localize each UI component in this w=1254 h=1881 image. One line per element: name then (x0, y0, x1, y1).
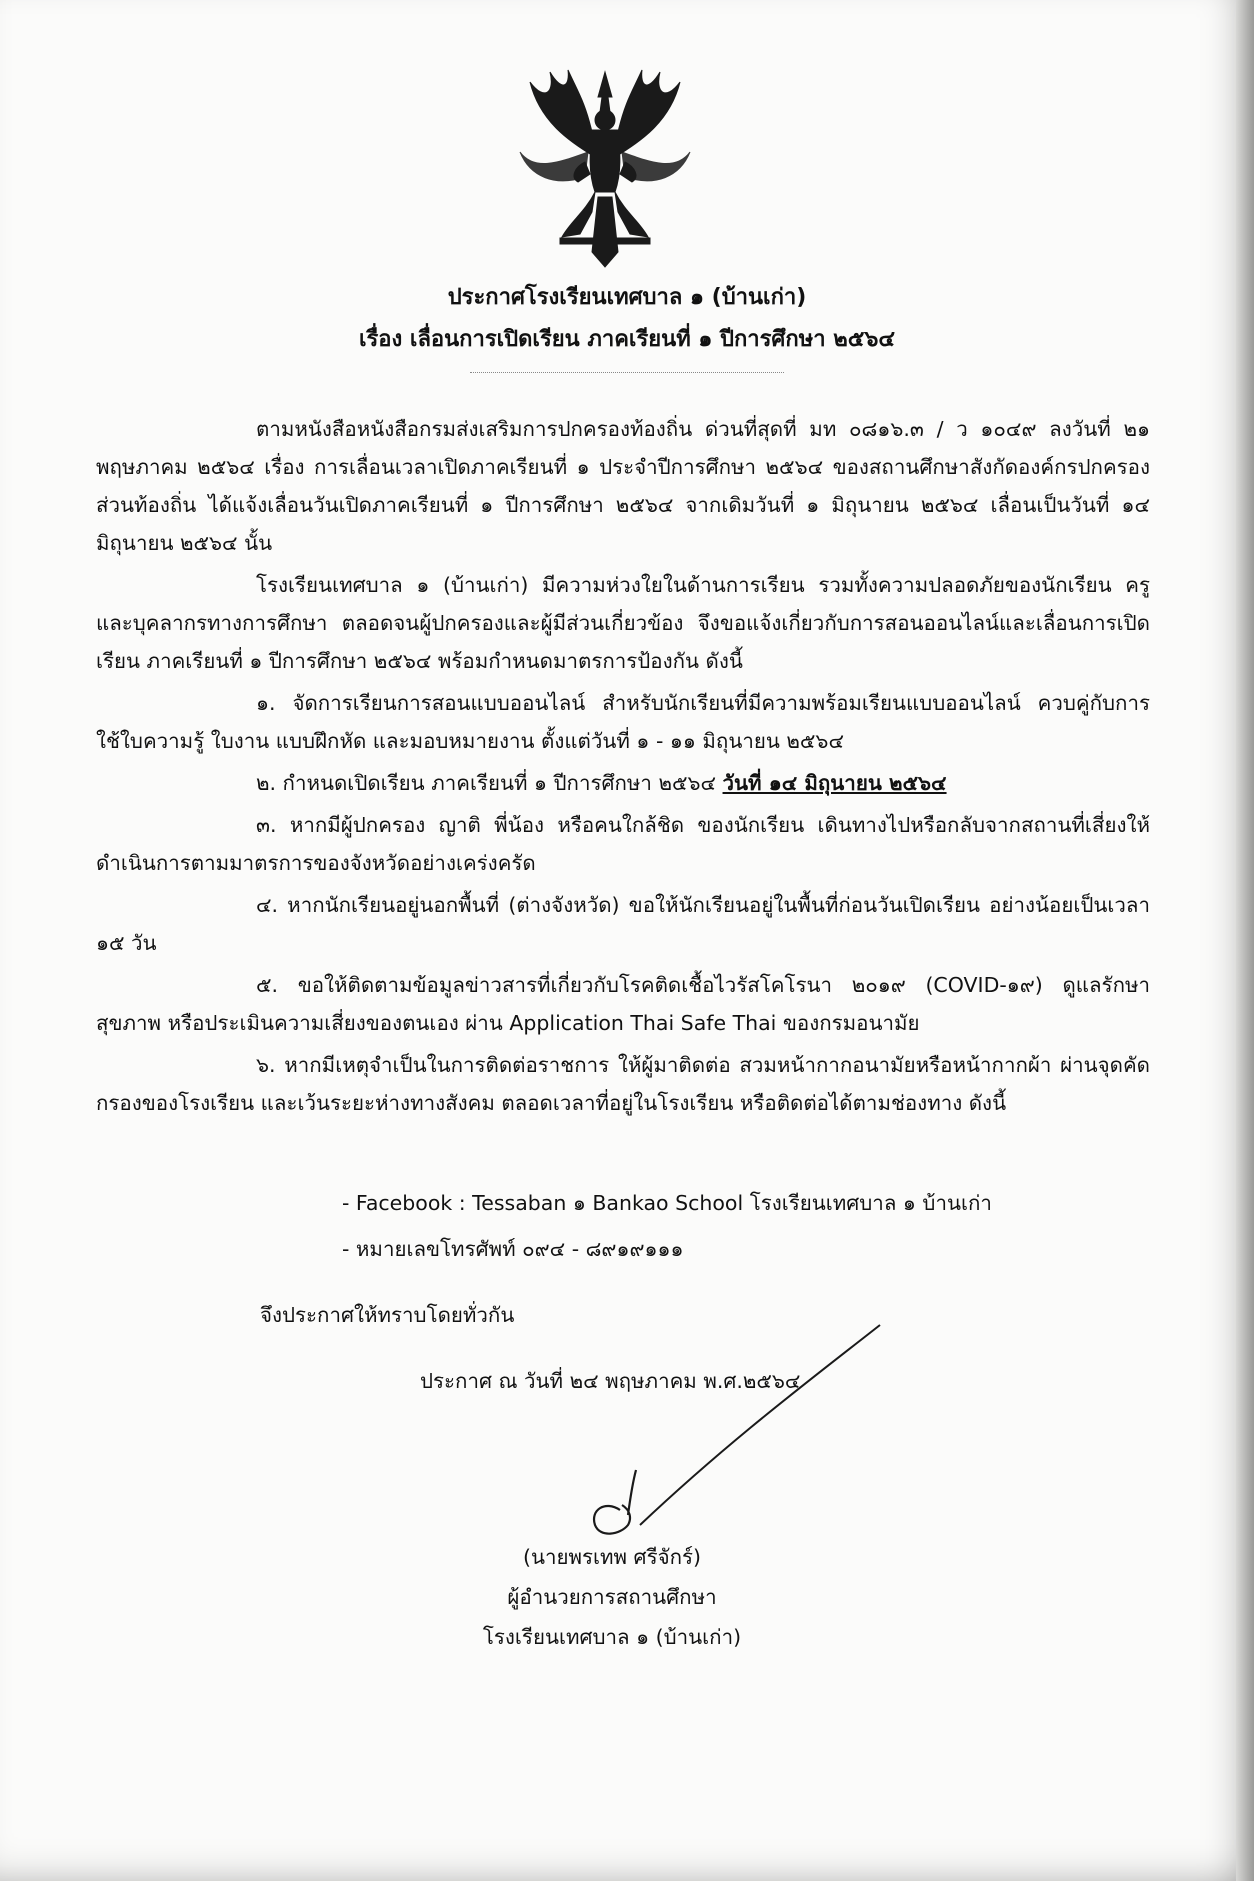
measure-item-6: ๖. หากมีเหตุจำเป็นในการติดต่อราชการ ให้ผู้มาติดต่อ สวมหน้ากากอนามัยหรือหน้ากากผ้า ผ่านจุดคัดกรองของโรงเรียน และเว้นระยะห่างทางสังคม ตลอดเวลาที่อยู่ในโรงเรียน หรือติดต่อได้ตามช่องทาง ดังนี้ (96, 1053, 1150, 1115)
announcement-body (96, 410, 1150, 1126)
signer-name: (นายพรเทพ ศรีจักร์) (522, 1545, 702, 1569)
signature-icon (560, 1320, 900, 1550)
announcement-subject: เรื่อง เลื่อนการเปิดเรียน ภาคเรียนที่ ๑ ปีการศึกษา ๒๕๖๔ (358, 327, 896, 352)
contact-phone: - หมายเลขโทรศัพท์ ๐๙๔ - ๘๙๑๙๑๑๑ (342, 1237, 684, 1261)
announcement-title: ประกาศโรงเรียนเทศบาล ๑ (บ้านเก่า) (447, 285, 807, 310)
measure-item-4: ๔. หากนักเรียนอยู่นอกพื้นที่ (ต่างจังหวัด) ขอให้นักเรียนอยู่ในพื้นที่ก่อนวันเปิดเรียน อย่างน้อยเป็นเวลา ๑๕ วัน (96, 893, 1150, 955)
contact-facebook: - Facebook : Tessaban ๑ Bankao School โรงเรียนเทศบาล ๑ บ้านเก่า (342, 1191, 992, 1215)
measure-item-2-text: ๒. กำหนดเปิดเรียน ภาคเรียนที่ ๑ ปีการศึกษา ๒๕๖๔ (256, 771, 723, 795)
paragraph-concern: โรงเรียนเทศบาล ๑ (บ้านเก่า) มีความห่วงใยในด้านการเรียน รวมทั้งความปลอดภัยของนักเรียน ครูและบุคลากรทางการศึกษา ตลอดจนผู้ปกครองและผู้มีส่วนเกี่ยวข้อง จึงขอแจ้งเกี่ยวกับการสอนออนไลน์และเลื่อนการเปิดเรียน ภาคเรียนที่ ๑ ปีการศึกษา ๒๕๖๔ พร้อมกำหนดมาตรการป้องกัน ดังนี้ (96, 573, 1150, 673)
measure-item-3: ๓. หากมีผู้ปกครอง ญาติ พี่น้อง หรือคนใกล้ชิด ของนักเรียน เดินทางไปหรือกลับจากสถานที่เสี่ยงให้ดำเนินการตามมาตรการของจังหวัดอย่างเคร่งครัด (96, 813, 1150, 875)
closing-statement: จึงประกาศให้ทราบโดยทั่วกัน (260, 1303, 515, 1327)
signer-organization: โรงเรียนเทศบาล ๑ (บ้านเก่า) (482, 1625, 742, 1649)
measure-item-5: ๕. ขอให้ติดตามข้อมูลข่าวสารที่เกี่ยวกับโรคติดเชื้อไวรัสโคโรนา ๒๐๑๙ (COVID-๑๙) ดูแลรักษาสุขภาพ หรือประเมินความเสี่ยงของตนเอง ผ่าน Application Thai Safe Thai ของกรมอนามัย (96, 973, 1150, 1035)
title-divider (470, 372, 784, 375)
announcement-date: ประกาศ ณ วันที่ ๒๔ พฤษภาคม พ.ศ.๒๕๖๔ (420, 1369, 801, 1393)
paragraph-reference: ตามหนังสือหนังสือกรมส่งเสริมการปกครองท้องถิ่น ด่วนที่สุดที่ มท ๐๘๑๖.๓ / ว ๑๐๔๙ ลงวันที่ ๒๑ พฤษภาคม ๒๕๖๔ เรื่อง การเลื่อนเวลาเปิดภาคเรียนที่ ๑ ประจำปีการศึกษา ๒๕๖๔ ของสถานศึกษาสังกัดองค์กรปกครองส่วนท้องถิ่น ได้แจ้งเลื่อนวันเปิดภาคเรียนที่ ๑ ปีการศึกษา ๒๕๖๔ จากเดิมวันที่ ๑ มิถุนายน ๒๕๖๔ เลื่อนเป็นวันที่ ๑๔ มิถุนายน ๒๕๖๔ นั้น (96, 417, 1150, 555)
measure-item-1: ๑. จัดการเรียนการสอนแบบออนไลน์ สำหรับนักเรียนที่มีความพร้อมเรียนแบบออนไลน์ ควบคู่กับการใช้ใบความรู้ ใบงาน แบบฝึกหัด และมอบหมายงาน ตั้งแต่วันที่ ๑ - ๑๑ มิถุนายน ๒๕๖๔ (96, 691, 1150, 753)
opening-date-emphasis: วันที่ ๑๔ มิถุนายน ๒๕๖๔ (722, 771, 947, 795)
signer-position: ผู้อำนวยการสถานศึกษา (507, 1585, 717, 1609)
measure-item-2 (96, 764, 1150, 802)
garuda-emblem-icon (500, 62, 710, 272)
